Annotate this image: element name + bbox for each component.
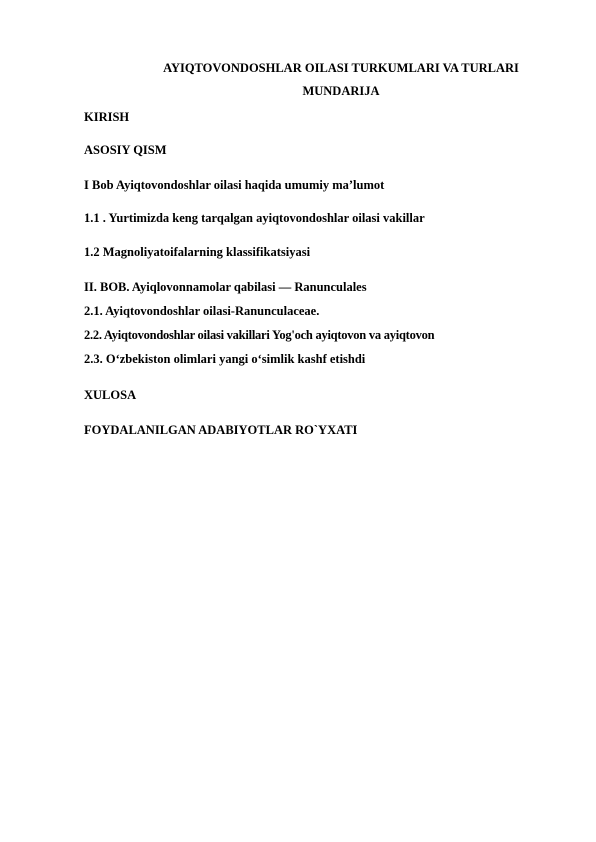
toc-item-section-2-2: 2.2. Ayiqtovondoshlar oilasi vakillari Yog'och ayiqtovon va ayiqtovon (84, 328, 435, 342)
toc-item-chapter-1: I Bob Ayiqtovondoshlar oilasi haqida umumiy ma’lumot (84, 178, 385, 192)
toc-item-chapter-2: II. BOB. Ayiqlovonnamolar qabilasi — Ranunculales (84, 280, 367, 294)
toc-item-section-2-3: 2.3. O‘zbekiston olimlari yangi o‘simlik kashf etishdi (84, 352, 366, 366)
toc-item-main-part: ASOSIY QISM (84, 143, 167, 157)
toc-item-section-2-1: 2.1. Ayiqtovondoshlar oilasi-Ranunculaceae. (84, 304, 320, 318)
toc-item-section-1-2: 1.2 Magnoliyatoifalarning klassifikatsiyasi (84, 245, 311, 259)
toc-item-references: FOYDALANILGAN ADABIYOTLAR RO`YXATI (84, 423, 358, 437)
document-title: AYIQTOVONDOSHLAR OILASI TURKUMLARI VA TURLARI (163, 61, 519, 75)
contents-heading: MUNDARIJA (302, 84, 380, 98)
toc-item-section-1-1: 1.1 . Yurtimizda keng tarqalgan ayiqtovondoshlar oilasi vakillar (84, 211, 425, 225)
toc-item-introduction: KIRISH (84, 110, 130, 124)
toc-item-conclusion: XULOSA (84, 388, 137, 402)
